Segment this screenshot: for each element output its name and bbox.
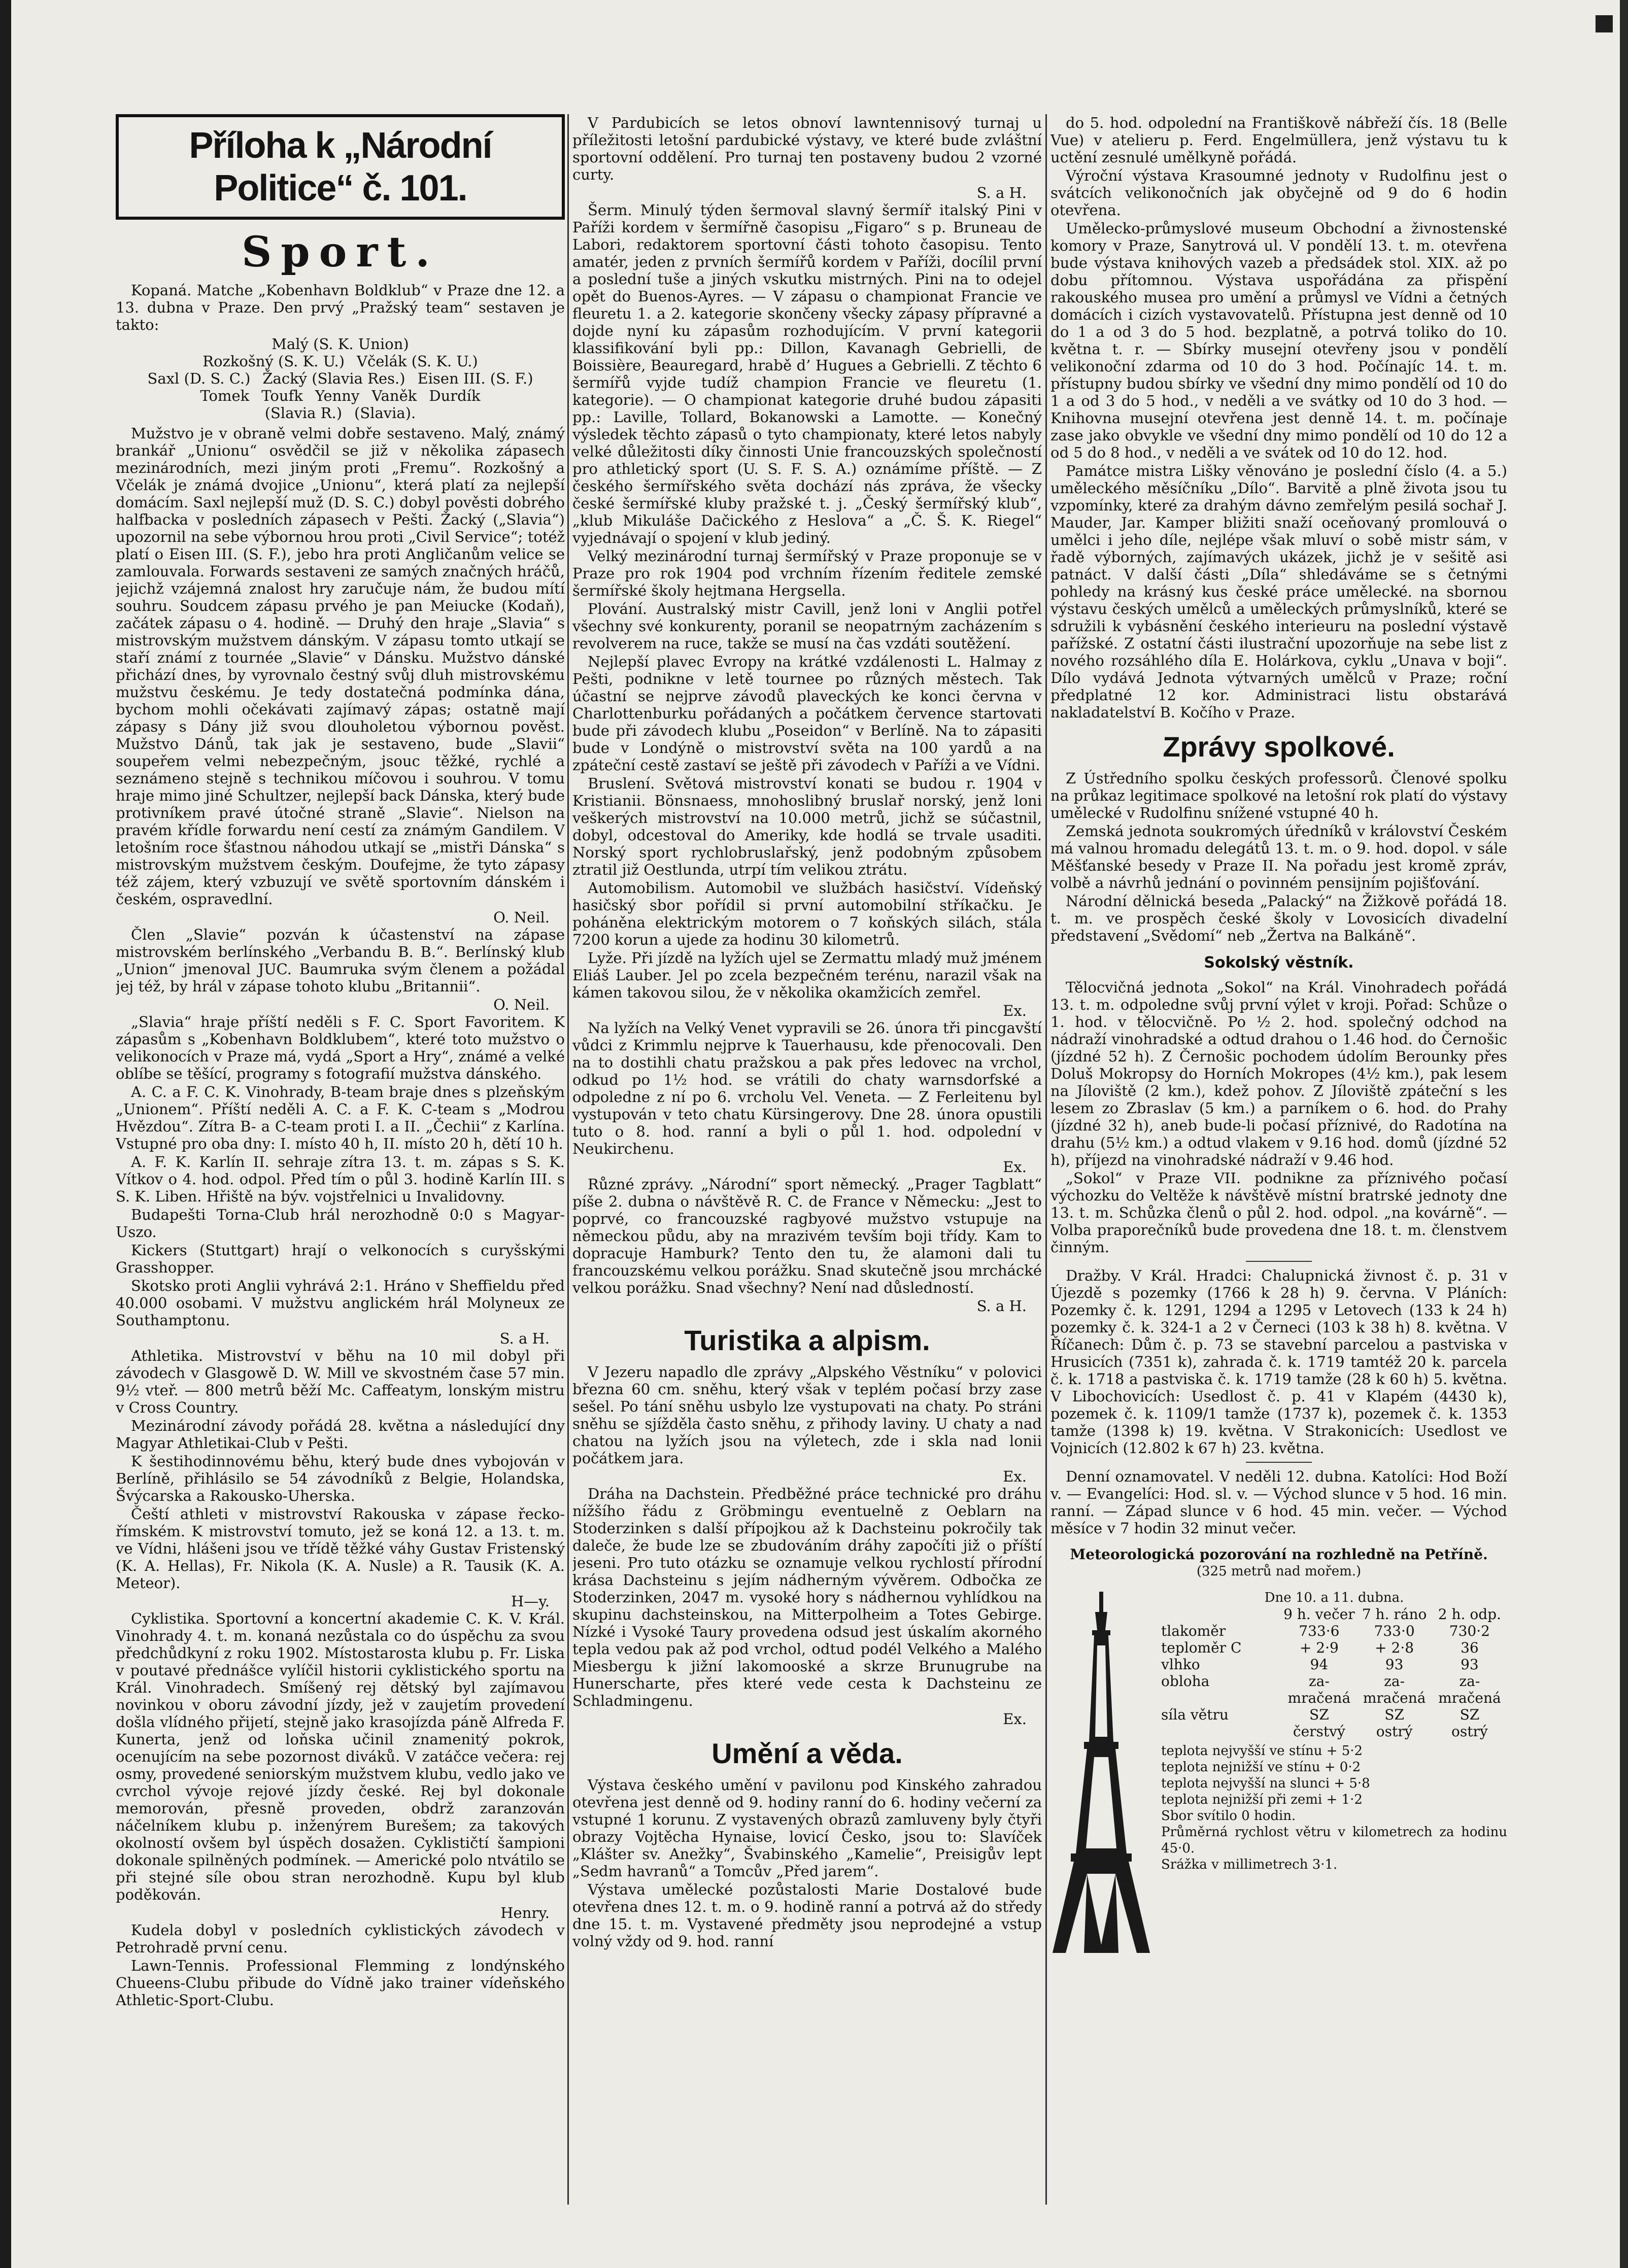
scan-edge-right [1620, 0, 1628, 2268]
signature: Ex. [1003, 1158, 1027, 1176]
article-paragraph: Kudela dobyl v posledních cyklistických závodech v Petrohradě první cenu. [116, 1921, 565, 1956]
lineup-player: Včelák (S. K. U.) [357, 353, 478, 370]
weather-title: Meteorologická pozorování na rozhledně na Petříně. [1070, 1546, 1488, 1563]
article-paragraph: Cyklistika. Sportovní a koncertní akademie C. K. V. Král. Vinohrady 4. t. m. konaná nezůstala co do úspěchu za svou předchůdkyní z roku 1902. Místostarosta klubu p. Fr. Liska v poutavé přednášce vylíčil historii cyklistického sportu na Král. Vinohradech. Smíšený rej dětský byl zajímavou novinkou v oboru závodní jízdy, jež v zaujetím provedení došla vlídného přijetí, stejně jako krasojízda páně Alfreda F. Kunerta, jenž od loňska učinil znamenitý pokrok, ocenujícím na sebe pozornost diváků. V zatáčce večera: rej osmy, provedené seniorským mužstvem klubu, vedlo jako ve cvrchol vývoje rejové jízdy české. Rej byl dokonale memorován, přesně proveden, obdrž zaranzován náčelníkem klubu p. inženýrem Burešem; za takových okolností ovšem byl úspěch dosažen. Cyklističtí šampioni dokonale spilněných podmínek. — Americké polo ntvátilo se při stejné síle obou stran nerozhodně. Kupu byl klub poděkován. [116, 1610, 565, 1903]
weather-note: teplota nejvyšší ve stínu + 5·2 [1161, 1743, 1363, 1759]
article-paragraph: Automobilism. Automobil ve službách hasičství. Vídeňský hasičský sbor pořídil si první automobilní stříkačku. Je poháněna elektrickým motorem o 7 koňských silách, stála 7200 korun a ujede za hodinu 30 kilometrů. [572, 879, 1042, 948]
signature: O. Neil. [493, 996, 550, 1013]
weather-cell: tlakoměr [1161, 1623, 1226, 1639]
weather-cell: za-mračená [1438, 1673, 1501, 1706]
weather-cell: SZ [1384, 1706, 1404, 1723]
weather-subtitle: (325 metrů nad mořem.) [1196, 1564, 1362, 1579]
article-paragraph: Plování. Australský mistr Cavill, jenž loni v Anglii potřel všechny své konkurenty, poranil se neopatrným zacházením s revolverem na ruce, takže se musí na čas vzdáti soutěžení. [572, 600, 1042, 652]
weather-cell: čerstvý [1293, 1723, 1345, 1740]
weather-cell: síla větru [1161, 1706, 1229, 1723]
weather-cell: + 2·9 [1299, 1639, 1339, 1656]
weather-row [1161, 1673, 1507, 1706]
weather-row [1161, 1706, 1507, 1723]
weather-table [1161, 1590, 1507, 1955]
column-rule [1045, 114, 1047, 2205]
weather-note: teplota nejnižší při zemi + 1·2 [1161, 1792, 1363, 1807]
article-paragraph: Kopaná. Matche „Kobenhavn Boldklub“ v Praze dne 12. a 13. dubna v Praze. Den prvý „Pražský team“ sestaven je takto: [116, 282, 565, 333]
lineup-player: Eisen III. (S. F.) [417, 370, 533, 387]
weather-header-cell [1161, 1606, 1281, 1623]
article-paragraph: V Jezeru napadlo dle zprávy „Alpského Věstníku“ v polovici března 60 cm. sněhu, který však v teplém počasí brzy zase sešel. Po tání sněhu usbylo lze vystupovati na chaty. Po stráni sněhu se sjížděla často sněhu, z přihody laviny. U chaty a nad chatou na lyžích jsou na výletech, zde i skla nad lonii počátkem jara. [572, 1363, 1042, 1467]
column-rule [567, 114, 569, 2205]
article-paragraph: do 5. hod. odpolední na Františkově nábřeží čís. 18 (Belle Vue) v atelieru p. Ferd. Engelmüllera, jenž výstavu tu k uctění zesnulé umělkyně pořádá. [1050, 114, 1507, 166]
article-paragraph: Bruslení. Světová mistrovství konati se budou r. 1904 v Kristianii. Bönsnaess, mnohoslibný bruslař norský, jenž loni veškerých mistrovství na 10.000 metrů, jichž se súčastnil, dobyl, odcestoval do Ameriky, kde hodlá se trvale usaditi. Norský sport rychlobruslařský, jenž podobným způsobem ztratil již Oestlunda, utrpí tím velikou ztrátu. [572, 775, 1042, 878]
article-paragraph: Čeští athleti v mistrovství Rakouska v zápase řecko-římském. K mistrovství tomuto, jež se koná 12. a 13. t. m. ve Vídni, hlášeni jsou ve třídě těžké váhy Gustav Fristenský (K. A. Hellas), Fr. Nikola (K. A. Nusle) a R. Tausik (K. A. Meteor). [116, 1505, 565, 1592]
weather-cell: 733·0 [1374, 1623, 1415, 1639]
column-right [1050, 114, 1507, 2205]
weather-cell: za-mračená [1363, 1673, 1426, 1706]
article-paragraph: Kickers (Stuttgart) hrají o velkonocích s curyšskými Grasshopper. [116, 1242, 565, 1276]
weather-cell: 733·6 [1299, 1623, 1340, 1639]
article-paragraph: A. C. a F. C. K. Vinohrady, B-team braje dnes s plzeňským „Unionem“. Příští neděli A. C. a F. K. C-team s „Modrou Hvězdou“. Zítra B- a C-team proti I. a II. „Čechii“ z Karlína. Vstupné pro oba dny: I. místo 40 h, II. místo 20 h, dětí 10 h. [116, 1083, 565, 1152]
weather-cell: SZ [1460, 1706, 1480, 1723]
article-paragraph: Výstava českého umění v pavilonu pod Kinského zahradou otevřena jest denně od 9. hodiny ranní do 6. hodiny večerní za vstupné 1 korunu. Z vystavených obrazů zamluveny byly čtyři obrazy Vojtěcha Hynaise, lovicí Česko, jsou to: Slavíček „Klášter sv. Anežky“, Švabinského „Kamelie“, Preisigův lept „Sedm havranů“ a Tomcův „Před jarem“. [572, 1776, 1042, 1880]
weather-cell: teploměr C [1161, 1639, 1242, 1656]
weather-row [1161, 1723, 1507, 1740]
article-paragraph: „Slavia“ hraje příští neděli s F. C. Sport Favoritem. K zápasům s „Kobenhavn Boldklubem“, které toto mužstvo o velikonocích v Praze má, vydá „Sport a Hry“, známé a velké oblíbe se těšící, programy s fotografií mužstva dánského. [116, 1013, 565, 1082]
article-paragraph: Zemská jednota soukromých úředníků v království Českém má valnou hromadu delegátů 13. t. m. o 9. hod. dopol. v sále Měšťanské besedy v Praze II. Na pořadu jest kromě zpráv, volbě a návrhů jednání o povinném pensijním pojišťování. [1050, 822, 1507, 891]
lineup-club: (Slavia R.) [264, 404, 343, 422]
section-title-umeni: Umění a věda. [711, 1737, 903, 1769]
signature: Ex. [1003, 1468, 1027, 1485]
weather-cell: 94 [1310, 1656, 1329, 1673]
article-paragraph: Lawn-Tennis. Professional Flemming z londýnského Chueens-Clubu přibude do Vídně jako trainer vídeňského Athletic-Sport-Clubu. [116, 1957, 565, 2009]
article-paragraph: Z Ústředního spolku českých professorů. Členové spolku na průkaz legitimace spolkové na letošní rok platí do výstavy umělecké v Rudolfinu snížené vstupné 40 h. [1050, 770, 1507, 821]
scan-corner-mark [1596, 15, 1613, 32]
article-paragraph: Národní dělnická beseda „Palacký“ na Žižkově pořádá 18. t. m. ve prospěch české školy v Lovosicích divadelní představení „Svědomí“ neb „Žertva na Balkáně“. [1050, 892, 1507, 944]
weather-header-cell: 2 h. odp. [1438, 1606, 1501, 1623]
article-paragraph: Památce mistra Lišky věnováno je poslední číslo (4. a 5.) uměleckého měsíčníku „Dílo“. Barvitě a plně života jsou tu vzpomínky, které za drahým dávno zemřelým pesilá sochař J. Mauder, Jar. Kamper bližiti snaží oceňovaný promlouvá o umělci i jeho díle, nejlépe však mluví o sobě mistr sám, v řadě výborných, zajímavých ukázek, jichž je v sešitě asi patnáct. V další části „Díla“ shledáváme se s četnými pohledy na krásný kus české práce umělecké. na sbornou výstavu českých umělců a uměleckých průmyslníků, které se sdružili k vybásnění českého interieuru na poslední výstavě pařížské. Z ostatní části ilustrační upozorňuje na sebe list z nového rozsáhlého díla E. Holárkova, cyklu „Unava v boji“. Dílo vydává Jednota výtvarných umělců v Praze; roční předplatné 12 kor. Administraci listu obstarává nakladatelství B. Kočího v Praze. [1050, 462, 1507, 721]
petrin-tower-icon [1050, 1590, 1152, 1955]
weather-cell: + 2·8 [1375, 1639, 1414, 1656]
article-paragraph: Dráha na Dachstein. Předběžné práce technické pro dráhu nížšího řádu z Gröbmingu eventuelně z Oeblarn na Stoderzinken s další přípojkou až k Dachsteinu pokročily tak daleče, že bude lze se zbudováním dráhy započíti již o příští jeseni. Pro tuto otázku se oznamuje velkou rychlostí přírodní krása Dachsteinu s jejím nádherným vývěrem. Odbočka ze Stoderzinken, 2047 m. vysoké hory s nádhernou vyhlídkou na skupinu dachsteinskou, na Mitterpolheim a Totes Gebirge. Nízké i Vysoké Taury provedena odsud jest úskalím akorného tepla vedou pak až pod vrchol, odtud podél Velkého a Malého Miesbergu k jižní lakomooské a skrze Brunugrube na Hunerscharte, přes které vede cesta k Dachsteinu ze Schladmingenu. [572, 1485, 1042, 1709]
weather-header-cell: 7 h. ráno [1362, 1606, 1427, 1623]
scan-edge-left [0, 0, 11, 2268]
lineup-player: Vaněk [371, 387, 417, 404]
weather-row [1161, 1639, 1507, 1656]
signature: S. a H. [976, 184, 1027, 201]
article-paragraph: Mužstvo je v obraně velmi dobře sestaveno. Malý, známý brankář „Unionu“ osvědčil se již v několika zápasech mezinárodních, mezi jiným proti „Fremu“. Rozkošný a Včelák je známá dvojice „Unionu“, která platí za nejlepší domácím. Saxl nejlepší muž (D. S. C.) dobyl pověsti dobrého halfbacka v posledních zápasech v Pešti. Žacký („Slavia“) upozornil na sebe výbornou hrou proti „Civil Service“; totéž platí o Eisen III. (S. F.), jebo hra proti Angličanům velice se zamlouvala. Forwards sestaveni ze samých značných hráčů, jejichž vzájemná znalost hry zaručuje nám, že budou mítí souhru. Soudcem zápasu prvého je pan Meiucke (Kodaň), začátek zápasu o 4. hodině. — Druhý den hraje „Slavia“ s mistrovským mužstvem dánským. V zápasu tomto utkají se staří známí z tournée „Slavie“ v Dánsku. Mužstvo dánské přichází dnes, by vyrovnalo čestný svůj dluh mistrovskému mužstvu českému. Je tedy dostatečná podmínka dána, bychom mohli očekávati zajímavý zápas; ostatně mají zápasy s Dány již svou dlouholetou výbornou pověst. Mužstvo Dánů, tak jak je sestaveno, bude „Slavii“ soupeřem velmi nebezpečným, jsouc těžké, rychlé a seznámeno stejně s technikou míčovou i souhrou. V tomu hraje mimo jiné Schultzer, nejlepší back Dánska, který bude protivníkem pravé útočné straně „Slavie“. Nielson na pravém křídle forwardu není cestí za známým Gandilem. V letošním roce šťastnou náhodou utkají se „mistři Dánska“ s mistrovským mužstvem českým. Doufejme, že tyto zápasy též zájem, který vzbuzují ve světě sportovním dánském i českém, ospravedlní. [116, 425, 565, 908]
signature: S. a H. [976, 1297, 1027, 1315]
weather-cell: 93 [1461, 1656, 1479, 1673]
signature: O. Neil. [493, 909, 550, 926]
article-paragraph: Denní oznamovatel. V neděli 12. dubna. Katolíci: Hod Boží v. — Evangelíci: Hod. sl. v. — Východ slunce v 5 hod. 16 min. ranní. — Západ slunce v 6 hod. 45 min. večer. — Východ měsíce v 7 hodin 32 minut večer. [1050, 1468, 1507, 1537]
section-title-sokol: Sokolský věstník. [1204, 954, 1354, 972]
column-sport [116, 114, 565, 2205]
article-paragraph: Umělecko-průmyslové museum Obchodní a živnostenské komory v Praze, Sanytrová ul. V pondělí 13. t. m. otevřena bude výstava knihových vazeb a předsádek stol. XIX. až po dobu přítomnou. Výstava uspořádána za přispění rakouského musea pro umění a průmysl ve Vídni a četných domácích i cizích vystavovatelů. Přístupna jest denně od 10 do 1 a od 3 do 5 hod. bezplatně, a potrvá toliko do 10. května t. r. — Sbírky musejní otevřeny jsou v pondělí velikonoční zdarma od 10 do 3 hod. Počínajíc 14. t. m. přístupny budou sbírky ve všední dny mimo pondělí od 10 do 1 a od 3 do 5 hod., v neděli a ve svátky od 10 do 3 hod. — Knihovna musejní otevřena jest denně 14. t. m. počínaje zase jako obvykle ve všední dny mimo pondělí od 10 do 12 a od 5 do 8 hod., v neděli a ve svátek od 10 do 12. hod. [1050, 220, 1507, 461]
section-title-sport: Sport. [242, 228, 439, 277]
lineup-player: Yenny [315, 387, 360, 404]
weather-note: teplota nejnižší ve stínu + 0·2 [1161, 1760, 1361, 1775]
weather-row [1161, 1656, 1507, 1673]
weather-cell [1161, 1723, 1281, 1740]
lineup-player: Malý (S. K. Union) [272, 335, 409, 353]
signature: Henry. [500, 1904, 550, 1921]
masthead: Příloha k „Národní Politice“ č. 101. [116, 114, 565, 220]
signature: Ex. [1003, 1002, 1027, 1019]
weather-cell: SZ [1309, 1706, 1329, 1723]
weather-cell: za-mračená [1287, 1673, 1351, 1706]
weather-cell: ostrý [1451, 1723, 1488, 1740]
section-title-spolky: Zprávy spolkové. [1163, 731, 1395, 763]
article-paragraph: Výroční výstava Krasoumné jednoty v Rudolfinu jest o svátcích velikonočních jak obyčejně od 9 do 6 hodin otevřena. [1050, 167, 1507, 219]
article-paragraph: Lyže. Při jízdě na lyžích ujel se Zermattu mladý muž jménem Eliáš Lauber. Jel po zcela bezpečném terénu, narazil však na kámen takovou silou, že v několika okamžicích zemřel. [572, 949, 1042, 1001]
weather-note: teplota nejvyšší na slunci + 5·8 [1161, 1776, 1370, 1791]
weather-note: Sbor svítilo 0 hodin. [1161, 1808, 1296, 1824]
divider [1246, 1261, 1312, 1262]
weather-cell: obloha [1161, 1673, 1210, 1690]
article-paragraph: Člen „Slavie“ pozván k účastenství na zápase mistrovském berlínského „Verbandu B. B.“. Berlínský klub „Union“ jmenoval JUC. Baumruka svým členem a požádal jej též, by hrál v zápase tohoto klubu „Britannii“. [116, 926, 565, 995]
article-paragraph: Skotsko proti Anglii vyhrává 2:1. Hráno v Sheffieldu před 40.000 osobami. V mužstvu anglickém hrál Molyneux ze Southamptonu. [116, 1277, 565, 1329]
article-paragraph: Athletika. Mistrovství v běhu na 10 mil dobyl při závodech v Glasgowě D. W. Mill ve skvostném čase 57 min. 9½ vteř. — 800 metrů běží Mc. Caffeatym, lonským mistru v Cross Country. [116, 1347, 565, 1416]
article-paragraph: Tělocvičná jednota „Sokol“ na Král. Vinohradech pořádá 13. t. m. odpoledne svůj první výlet v kroji. Pořad: Schůze o 1. hod. v tělocvičně. Po ½ 2. hod. společný odchod na nádraží vinohradské a odtud drahou o 1.46 hod. do Černošic (jízdné 52 h). Z Černošic pochodem údolím Berounky přes Doluš Mokropsy do Horních Mokropes (4½ km.), pak lesem na Jíloviště (2 km.), kdež pohov. Z Jíloviště zpáteční s les lesem zo Zbraslav (5 km.) a parníkem o 6. hod. do Prahy (jízdné 32 h), aneb bude-li počasí příznivé, do Radotína na drahu (5½ km.) a odtud vlakem v 9.16 hod. domů (jízdné 52 h), příjezd na vinohradské nádraží v 9.46 hod. [1050, 979, 1507, 1169]
weather-row [1161, 1623, 1507, 1639]
weather-cell: 93 [1385, 1656, 1404, 1673]
lineup-club: (Slavia). [354, 404, 416, 422]
weather-date: Dne 10. a 11. dubna. [1264, 1590, 1404, 1605]
article-paragraph: Různé zprávy. „Národní“ sport německý. „Prager Tagblatt“ píše 2. dubna o návštěvě R. C. de France v Německu: „Jest to poprvé, co francouzské ragbyové mužstvo vstupuje na německou půdu, aby na mrazivém tevším boji třídy. Kam to dopracuje Hamburk? Tento den tu, že alamoni dali tu francouzskému velkou porážku. Snad skutečně jsou mrchácké velkou porážku. Snad všechny? Není nad důsledností. [572, 1176, 1042, 1296]
lineup-player: Saxl (D. S. C.) [147, 370, 251, 387]
article-paragraph: Na lyžích na Velký Venet vypravili se 26. února tři pincgavští vůdci z Krimmlu nejprve k Tauerhausu, kde přenocovali. Den na to dostihli chatu pražskou a pak přes ledovec na vrchol, odkud po 1½ hod. se vrátili do chaty warnsdorfské a odpoledne z ní po 6. vrcholu Vel. Veneta. — Z Ferleitenu byl vystupován v teto chatu Kürsingerovy. Dne 28. února opustili tuto o 8. hod. ranní a byli o půl 1. hod. odpolední v Neukirchenu. [572, 1019, 1042, 1157]
weather-header-row [1161, 1606, 1507, 1623]
weather-cell: 36 [1461, 1639, 1479, 1656]
signature: S. a H. [499, 1330, 550, 1347]
article-paragraph: Nejlepší plavec Evropy na krátké vzdálenosti L. Halmay z Pešti, podnikne v letě tournee po různých městech. Tak účastní se nejprve závodů plaveckých ke konci června v Charlottenburku pořádaných a počátkem července startovati bude při závodech klubu „Poseidon“ v Berlíně. Na to zápasiti bude v Londýně o mistrovství světa na 100 yardů a na zpáteční cestě zastaví se ještě při závodech v Paříži a ve Vídni. [572, 653, 1042, 774]
article-paragraph: Budapešti Torna-Club hrál nerozhodně 0:0 s Magyar-Uszo. [116, 1206, 565, 1241]
article-paragraph: Mezinárodní závody pořádá 28. května a následující dny Magyar Athletikai-Club v Pešti. [116, 1417, 565, 1452]
weather-cell: ostrý [1376, 1723, 1413, 1740]
divider [1246, 1462, 1312, 1463]
article-paragraph: Dražby. V Král. Hradci: Chalupnická živnost č. p. 31 v Újezdě s pozemky (1766 k 28 h) 9. června. V Pláních: Pozemky č. k. 1291, 1294 a 1295 v Letovech (133 k 24 h) pozemky č. k. 324-1 a 2 v Černeci (103 k 38 h) 8. května. V Říčanech: Dům č. p. 73 se stavební parcelou a pastviska v Hrusicích (7351 k), zahrada č. k. 1719 tamtéž 20 k. parcela č. k. 1718 a pastviska č. k. 1719 tamže (28 k 60 h) 5. května. V Libochovicích: Usedlost č. p. 41 v Klapém (4430 k), pozemek č. k. 1109/1 tamže (1737 k), pozemek č. k. 1353 tamže (1398 k) 19. května. V Strakonicích: Usedlost ve Vojnicích (12.802 k 67 h) 23. května. [1050, 1267, 1507, 1457]
weather-cell: 730·2 [1449, 1623, 1490, 1639]
weather-header-cell: 9 h. večer [1283, 1606, 1355, 1623]
team-lineup [116, 335, 565, 422]
weather-note: Průměrná rychlost větru v kilometrech za hodinu 45·0. [1161, 1825, 1507, 1856]
lineup-player: Rozkošný (S. K. U.) [202, 353, 345, 370]
signature: H—y. [511, 1593, 550, 1610]
lineup-player: Toufk [261, 387, 303, 404]
weather-note: Srážka v millimetrech 3·1. [1161, 1857, 1338, 1872]
article-paragraph: Výstava umělecké pozůstalosti Marie Dostalové bude otevřena dnes 12. t. m. o 9. hodině ranní a potrvá až do středy dne 15. t. m. Vystavené předměty jsou neprodejné a vstup volný vždy od 9. hod. ranní [572, 1881, 1042, 1950]
weather-notes [1161, 1743, 1507, 1873]
article-paragraph: K šestihodinnovému běhu, který bude dnes vybojován v Berlíně, přihlásilo se 54 závodníků z Belgie, Holandska, Švýcarska a Rakousko-Uherska. [116, 1453, 565, 1504]
lineup-player: Durdík [429, 387, 481, 404]
article-paragraph: Velký mezinárodní turnaj šermířský v Praze proponuje se v Praze pro rok 1904 pod vrchním řízením ředitele zemské šermířské školy hejtmana Hergsella. [572, 547, 1042, 599]
weather-cell: vlhko [1161, 1656, 1200, 1673]
article-paragraph: „Sokol“ v Praze VII. podnikne za příznivého počasí výchozku do Veltěže k návštěvě místní bratrské jednoty dne 13. t. m. Schůzka členů o půl 2. hod. odpol. „na kovárně“. — Volba praporečníků bude provedena dne 18. t. m. členstvem činným. [1050, 1170, 1507, 1256]
lineup-player: Tomek [200, 387, 250, 404]
article-paragraph: A. F. K. Karlín II. sehraje zítra 13. t. m. zápas s S. K. Vítkov o 4. hod. odpol. Před tím o půl 3. hodině Karlín III. s S. K. Liben. Hřiště na býv. vojstřelnici u Invalidovny. [116, 1153, 565, 1205]
weather-block [1050, 1590, 1507, 1955]
article-paragraph: V Pardubicích se letos obnoví lawntennisový turnaj u příležitosti letošní pardubické výstavy, ve které bude zvláštní sportovní oddělení. Pro turnaj ten postaveny budou 2 vzorné curty. [572, 114, 1042, 183]
section-title-turistika: Turistika a alpism. [684, 1324, 930, 1356]
article-paragraph: Šerm. Minulý týden šermoval slavný šermíř italský Pini v Paříži kordem v šermířně časopisu „Figaro“ s p. Bruneau de Labori, redaktorem sportovní části tohoto časopisu. Tento amatér, jeden z prvních šermířů kordem v Paříži, docílil první a poslední tuše a jiných vskutku mistrných. Pini na to odejel opět do Buenos-Ayres. — V zápasu o championat Francie ve fleuretu 1. a 2. kategorie skončeny všecky zápasy přípravné a dojde nyní ku zápasům rozhodujícím. V první kategorii klassifikování byli pp.: Dillon, Kavanagh Gebrielli, de Boissière, Beauregard, hrabě d’ Hugues a Gebrielli. Z těchto 6 šermířů vyjde tudíž champion Francie ve fleuretu (1. kategorie). — O championat kategorie druhé budou zápasiti pp.: Laville, Tollard, Bokanowski a Lamotte. — Konečný výsledek těchto zápasů o tyto championaty, které letos nabyly velké důležitosti díky činnosti Unie francouzských společností pro athletický sport (U. S. F. S. A.) oznámíme příště. — Z českého šermířského světa dochází nás zpráva, že všecky české šermířské kluby pražské t. j. „Český šermířský klub“, „klub Mikuláše Dačického z Heslova“ a „Č. Š. K. Riegel“ vyjednávají o spojení v klub jediný. [572, 201, 1042, 546]
lineup-player: Žacký (Slavia Res.) [262, 370, 405, 387]
signature: Ex. [1003, 1710, 1027, 1728]
column-middle [572, 114, 1042, 2205]
